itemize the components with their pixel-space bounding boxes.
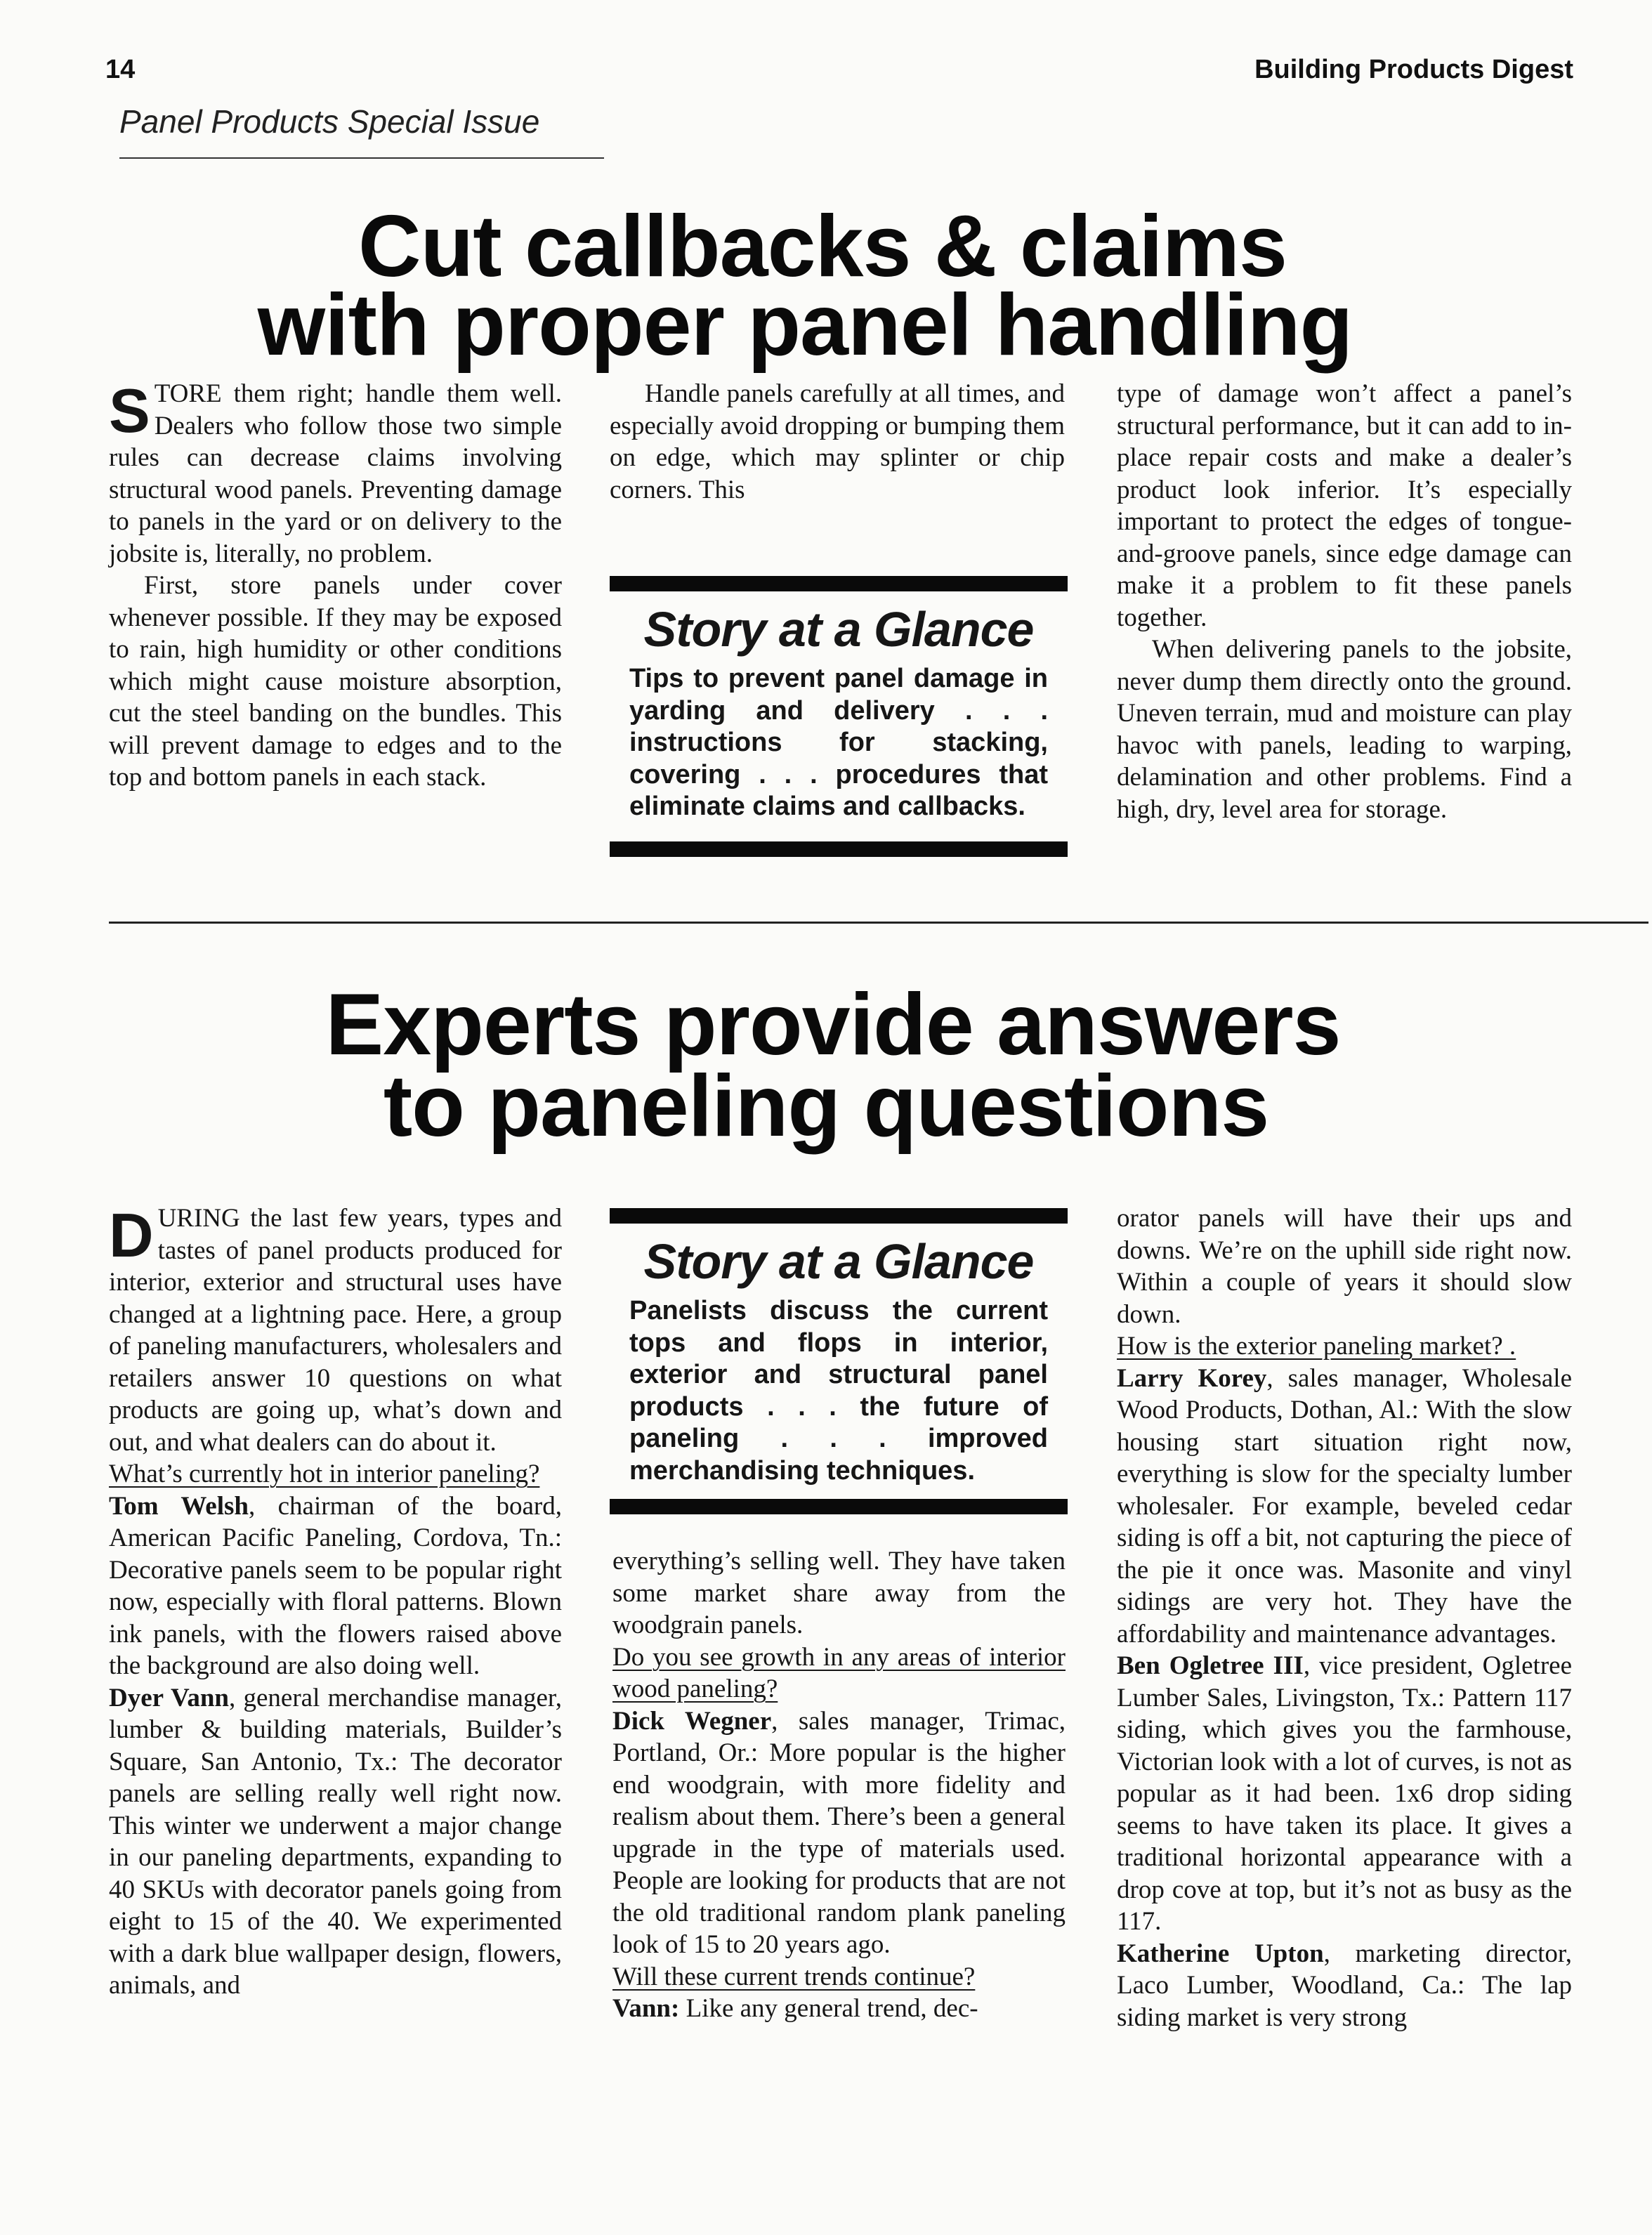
glance-summary: Tips to prevent panel damage in yarding and delivery . . . instructions for stacking, covering . . . procedures that eliminate claims and callbacks. (629, 664, 1048, 821)
answer-text-dyer-vann: , general merchandise manager, lumber & building materials, Builder’s Square, San Antonio, Tx.: The decorator panels are selling really well right now. This winter we underwent a major change in our paneling departments, expanding to 40 SKUs with decorator panels going from eight to 15 of the 40. We experimented with a dark blue wallpaper design, flowers, animals, and (109, 1683, 562, 2000)
article2-intro: URING the last few years, types and tastes of panel products produced for interior, exterior and structural uses have changed at a lightning pace. Here, a group of paneling manufacturers, wholesalers and retailers answer 10 questions on what products are going up, what’s down and out, and what dealers can do about it. (109, 1204, 562, 1457)
answer-text-ben-ogletree: , vice president, Ogletree Lumber Sales, Livingston, Tx.: Pattern 117 siding, which gives you the farmhouse, Victorian look with a lot of curves, is not as popular as it had been. 1x6 drop siding seems to have taken its place. It gives a traditional horizontal appearance with a drop cove at top, but it’s not as busy as the 117. (1117, 1651, 1573, 1936)
article1-col1-p1: TORE them right; handle them well. Dealers who follow those two simple rules can decrease claims involving structural wood panels. Preventing damage to panels in the yard or on delivery to the jobsite is, literally, no problem. (109, 379, 562, 568)
answer-name-vann: Vann: (612, 1994, 680, 2023)
glance-summary: Panelists discuss the current tops and flops in interior, exterior and structural panel products . . . the future of paneling . . . improved merchandising techniques. (629, 1296, 1048, 1486)
article2-headline (0, 976, 1652, 1155)
glance-bottom-bar (610, 1499, 1068, 1514)
article1-headline-line1: Cut callbacks & claims (358, 198, 1287, 295)
answer-name-dick-wegner: Dick Wegner (612, 1706, 772, 1736)
article2-col3-continuation: orator panels will have their ups and downs. We’re on the uphill side right now. Within a couple of years it should slow down. (1117, 1204, 1572, 1329)
glance-top-bar (610, 576, 1068, 591)
issue-underline (119, 157, 604, 159)
answer-text-dick-wegner: , sales manager, Trimac, Portland, Or.: More popular is the higher end woodgrain, with more fidelity and realism about them. There’s been a general upgrade in the type of materials used. People are looking for products that are not the old traditional random plank paneling look of 15 to 20 years ago. (612, 1706, 1066, 1959)
answer-name-larry-korey: Larry Korey (1117, 1363, 1267, 1393)
publication-name: Building Products Digest (1254, 55, 1573, 84)
article1-col3-p1: type of damage won’t affect a panel’s structural performance, but it can add to in-place repair costs and make a dealer’s product look inferior. It’s especially important to protect the edges of tongue-and-groove panels, since edge damage can make it a problem to fit these panels together. (1117, 379, 1572, 632)
article2-column2 (612, 1545, 1066, 2025)
glance-bottom-bar (610, 841, 1068, 857)
article1-col3-p2: When delivering panels to the jobsite, never dump them directly onto the ground. Uneven terrain, mud and moisture can play havoc with panels, leading to warping, delamination and other problems. Find a high, dry, level area for storage. (1117, 635, 1572, 824)
article1-headline-line2: with proper panel handling (257, 277, 1353, 374)
article2-dropcap: D (109, 1200, 154, 1270)
article1-col1-p2: First, store panels under cover whenever possible. If they may be exposed to rain, high humidity or other conditions which might cause moisture absorption, cut the steel banding on the bundles. This will prevent damage to edges and to the top and bottom panels in each stack. (109, 571, 562, 792)
article1-col2-p1: Handle panels carefully at all times, and especially avoid dropping or bumping them on edge, which may splinter or chip corners. This (610, 379, 1065, 504)
answer-text-vann: Like any general trend, dec- (679, 1994, 978, 2023)
answer-name-ben-ogletree: Ben Ogletree III (1117, 1651, 1304, 1680)
page-number: 14 (105, 55, 136, 84)
article1-column1 (109, 378, 562, 794)
glance-title: Story at a Glance (643, 1234, 1034, 1289)
issue-label: Panel Products Special Issue (119, 103, 540, 140)
answer-name-tom-welsh: Tom Welsh (109, 1491, 249, 1521)
answer-text-katherine-upton: , marketing director, Laco Lumber, Woodland, Ca.: The lap siding market is very strong (1117, 1939, 1572, 2032)
article2-headline-line2: to paneling questions (383, 1058, 1269, 1155)
article1-column2 (610, 378, 1065, 506)
question-exterior-market: How is the exterior paneling market? . (1117, 1332, 1516, 1361)
article1-story-at-a-glance (610, 576, 1068, 857)
glance-title: Story at a Glance (643, 602, 1034, 657)
answer-name-dyer-vann: Dyer Vann (109, 1683, 229, 1712)
answer-name-katherine-upton: Katherine Upton (1117, 1939, 1324, 1968)
article1-dropcap: S (109, 376, 150, 445)
article2-column1 (109, 1202, 562, 2002)
article2-column3 (1117, 1202, 1572, 2033)
question-growth-interior-wood: Do you see growth in any areas of interior wood paneling? (612, 1642, 1066, 1703)
section-divider (109, 922, 1648, 924)
article2-story-at-a-glance (610, 1208, 1068, 1514)
question-trends-continue: Will these current trends continue? (612, 1962, 976, 1991)
article1-column3 (1117, 378, 1572, 825)
question-hot-interior-paneling: What’s currently hot in interior paneling? (109, 1460, 540, 1488)
answer-text-tom-welsh: , chairman of the board, American Pacific Paneling, Cordova, Tn.: Decorative panels seem to be popular right now, especially with floral patterns. Blown ink panels, with the flowers raised above the background are also doing well. (109, 1491, 562, 1680)
article2-col2-continuation: everything’s selling well. They have taken some market share away from the woodgrain panels. (612, 1547, 1066, 1639)
answer-text-larry-korey: , sales manager, Wholesale Wood Products, Dothan, Al.: With the slow housing start situation right now, everything is slow for the specialty lumber wholesaler. For example, beveled cedar siding is off a bit, not capturing the piece of the pie it once was. Masonite and vinyl sidings are very hot. They have the affordability and maintenance advantages. (1117, 1363, 1572, 1649)
article2-headline-line1: Experts provide answers (325, 976, 1341, 1073)
article1-headline (0, 198, 1652, 374)
glance-top-bar (610, 1208, 1068, 1224)
